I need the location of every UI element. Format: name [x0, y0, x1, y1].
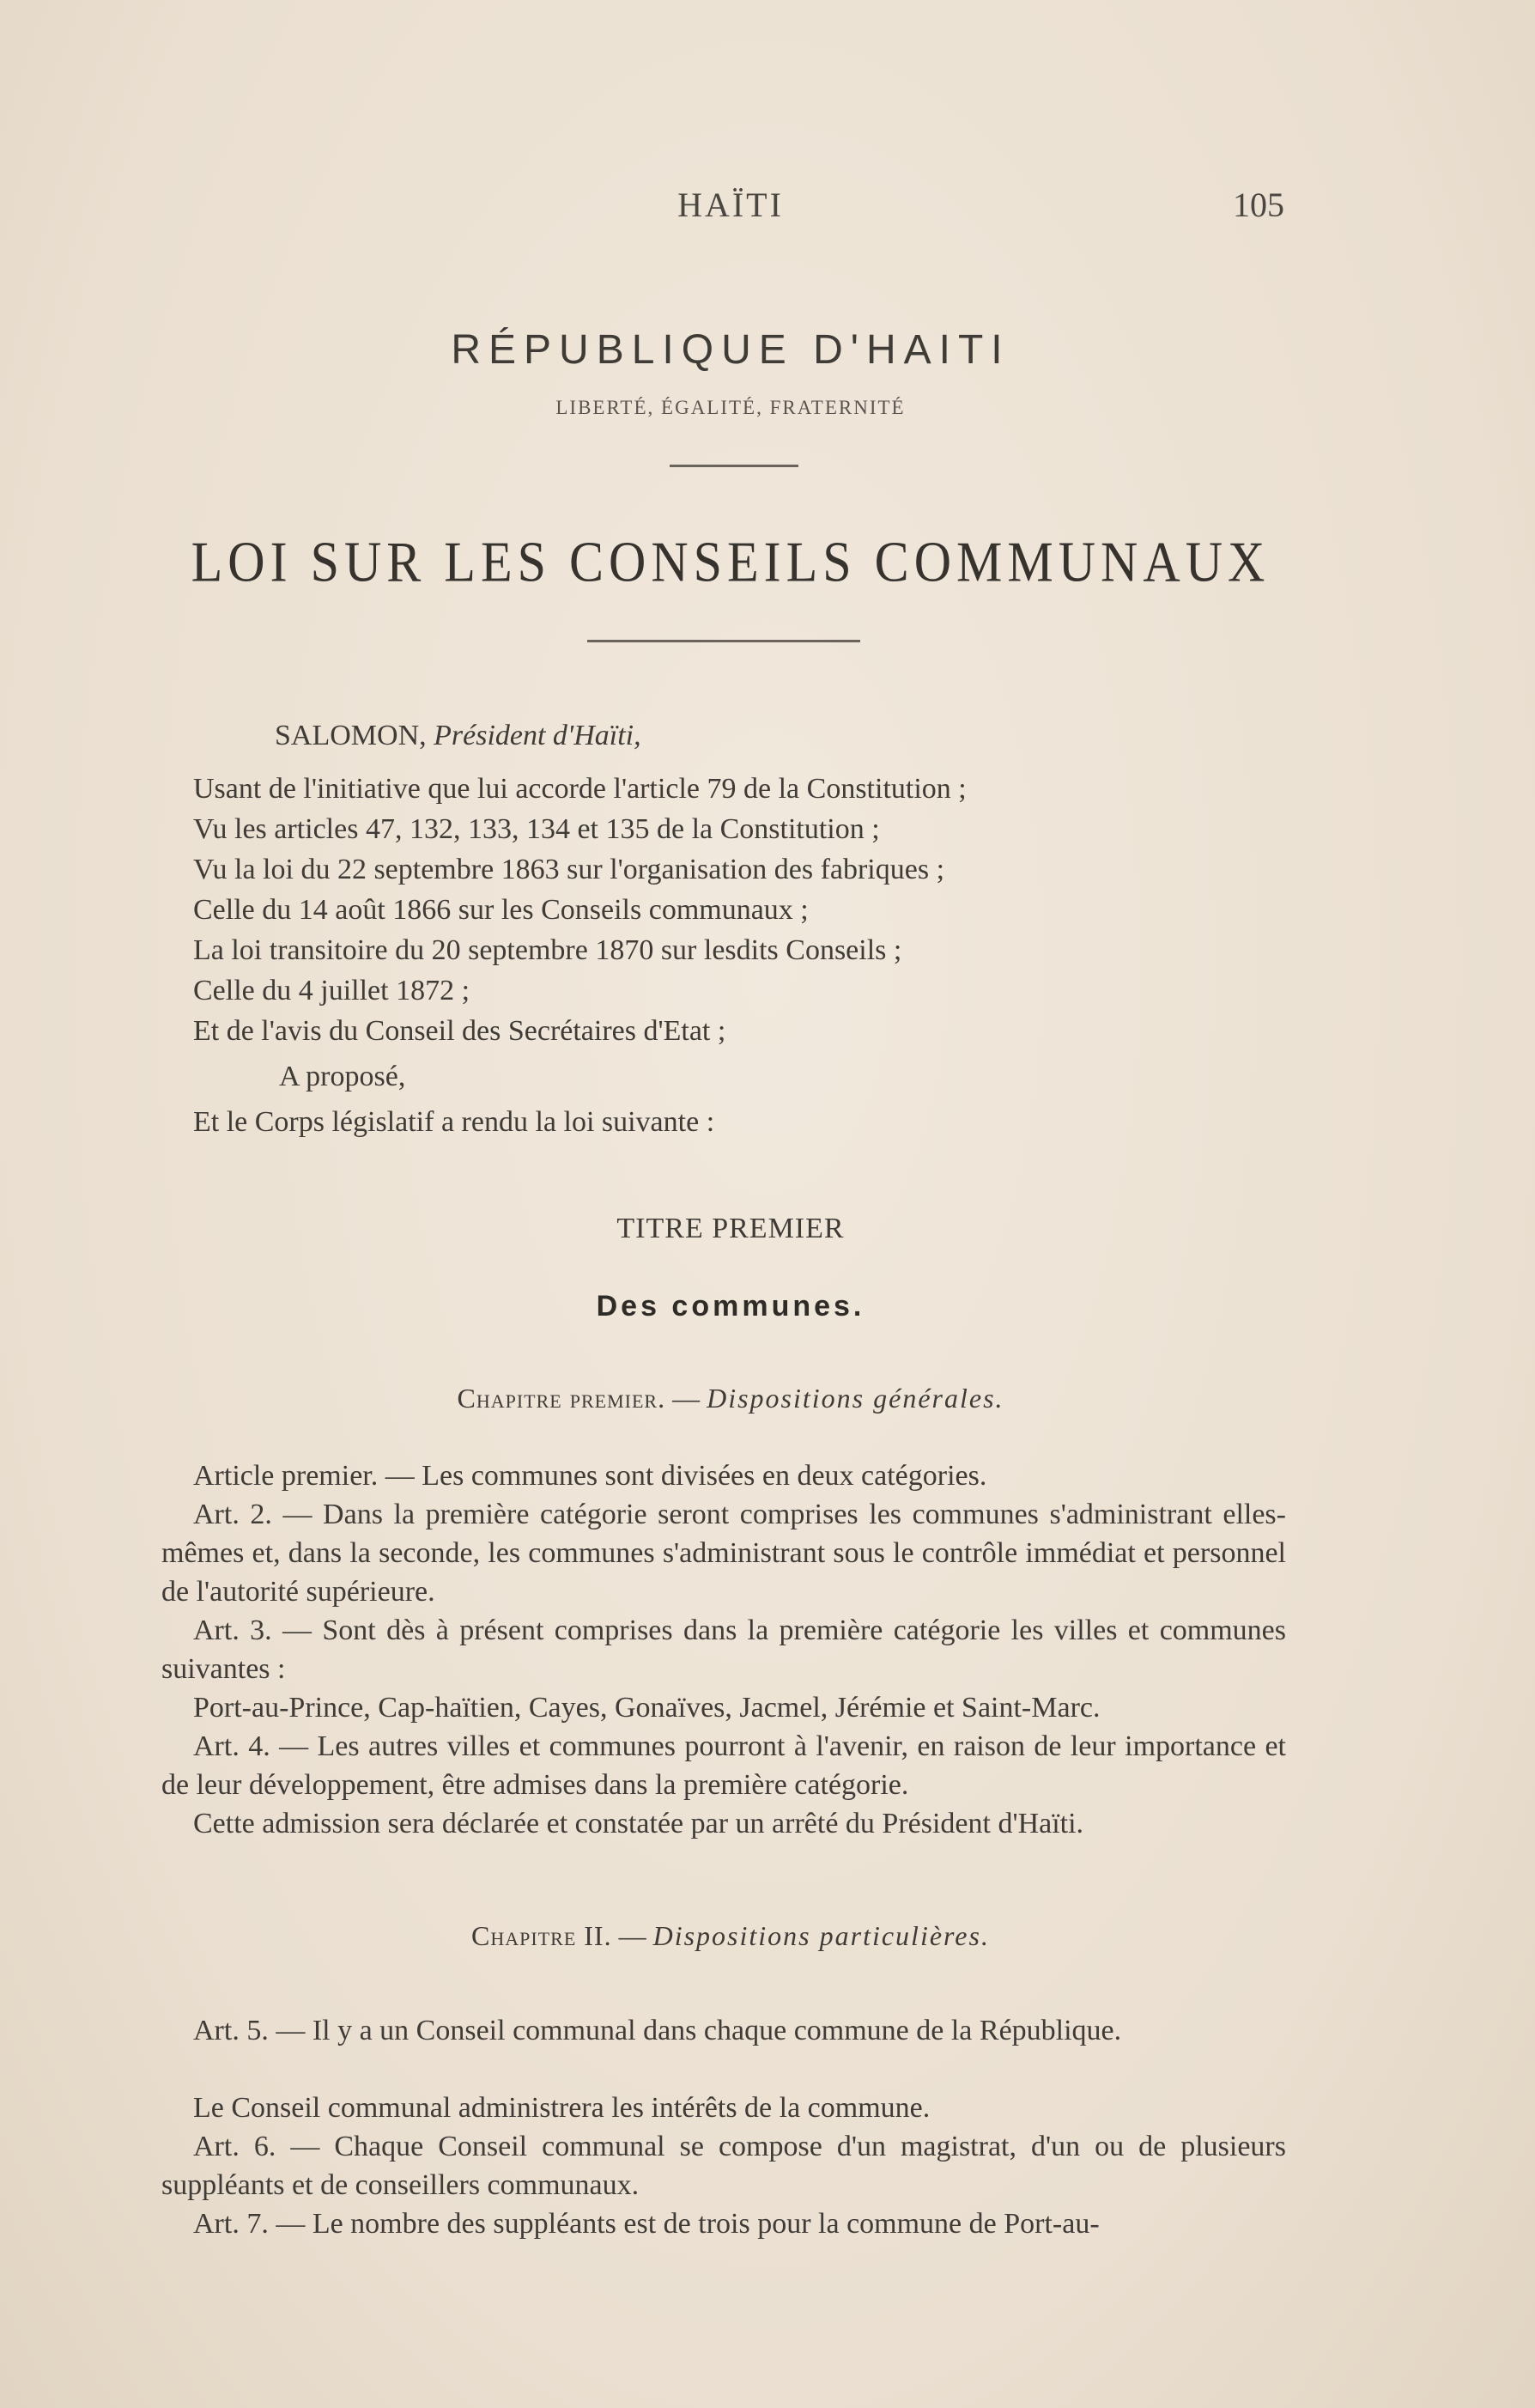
- republic-heading: RÉPUBLIQUE D'HAITI: [451, 327, 1010, 373]
- preamble-line: Vu la loi du 22 septembre 1863 sur l'organisation des fabriques ;: [193, 854, 945, 885]
- chapter-heading: [0, 1920, 1461, 1952]
- divider-rule: [587, 640, 860, 642]
- chapter-label: Chapitre premier.: [457, 1383, 666, 1414]
- titre-heading: TITRE PREMIER: [616, 1213, 845, 1244]
- preamble-line: Celle du 4 juillet 1872 ;: [193, 975, 470, 1006]
- article-paragraph: Cette admission sera déclarée et constatée par un arrêté du Président d'Haïti.: [193, 1808, 1084, 1839]
- article-paragraph: Le Conseil communal administrera les intérêts de la commune.: [193, 2092, 931, 2124]
- national-motto: LIBERTÉ, ÉGALITÉ, FRATERNITÉ: [555, 397, 906, 418]
- enactment-line: Et le Corps législatif a rendu la loi suivante :: [193, 1106, 715, 1138]
- law-title: LOI SUR LES CONSEILS COMMUNAUX: [191, 529, 1271, 593]
- titre-subject: Des communes.: [596, 1290, 865, 1323]
- chapter-dash: —: [665, 1383, 707, 1414]
- article-paragraph: Art. 7. — Le nombre des suppléants est de trois pour la commune de Port-au-: [193, 2208, 1100, 2240]
- article-paragraph: Art. 2. — Dans la première catégorie seront comprises les communes s'administrant elles-mêmes et, dans la seconde, les communes s'administrant sous le contrôle immédiat et personnel de l'autorité supérieure.: [161, 1499, 1286, 1608]
- preamble-line: La loi transitoire du 20 septembre 1870 sur lesdits Conseils ;: [193, 934, 902, 966]
- preamble-line: Vu les articles 47, 132, 133, 134 et 135 de la Constitution ;: [193, 813, 880, 845]
- article-paragraph: Port-au-Prince, Cap-haïtien, Cayes, Gonaïves, Jacmel, Jérémie et Saint-Marc.: [193, 1692, 1101, 1724]
- chapter-heading: [0, 1383, 1461, 1414]
- president-name: SALOMON,: [275, 720, 427, 751]
- chapter-dash: —: [611, 1920, 653, 1951]
- running-title: HAÏTI: [677, 185, 784, 224]
- article-paragraph: Art. 5. — Il y a un Conseil communal dans chaque commune de la République.: [193, 2015, 1122, 2046]
- chapter-title: Dispositions générales.: [707, 1383, 1004, 1414]
- article-paragraph: Article premier. — Les communes sont divisées en deux catégories.: [193, 1460, 987, 1492]
- preamble-line: Celle du 14 août 1866 sur les Conseils communaux ;: [193, 894, 809, 926]
- page-number: 105: [1233, 185, 1284, 224]
- article-paragraph: Art. 4. — Les autres villes et communes pourront à l'avenir, en raison de leur importance et de leur développement, être admises dans la première catégorie.: [161, 1730, 1286, 1801]
- president-title: Président d'Haïti,: [434, 720, 641, 751]
- preamble-line: Usant de l'initiative que lui accorde l'article 79 de la Constitution ;: [193, 773, 967, 805]
- preamble-line: Et de l'avis du Conseil des Secrétaires d'Etat ;: [193, 1015, 726, 1047]
- president-line: [275, 720, 641, 752]
- article-paragraph: Art. 6. — Chaque Conseil communal se compose d'un magistrat, d'un ou de plusieurs suppléants et de conseillers communaux.: [161, 2131, 1286, 2201]
- divider-rule: [670, 465, 798, 467]
- proposal-line: A proposé,: [279, 1061, 406, 1092]
- chapter-title: Dispositions particulières.: [652, 1920, 990, 1951]
- chapter-label: Chapitre II.: [471, 1920, 612, 1951]
- article-paragraph: Art. 3. — Sont dès à présent comprises dans la première catégorie les villes et communes suivantes :: [161, 1614, 1286, 1685]
